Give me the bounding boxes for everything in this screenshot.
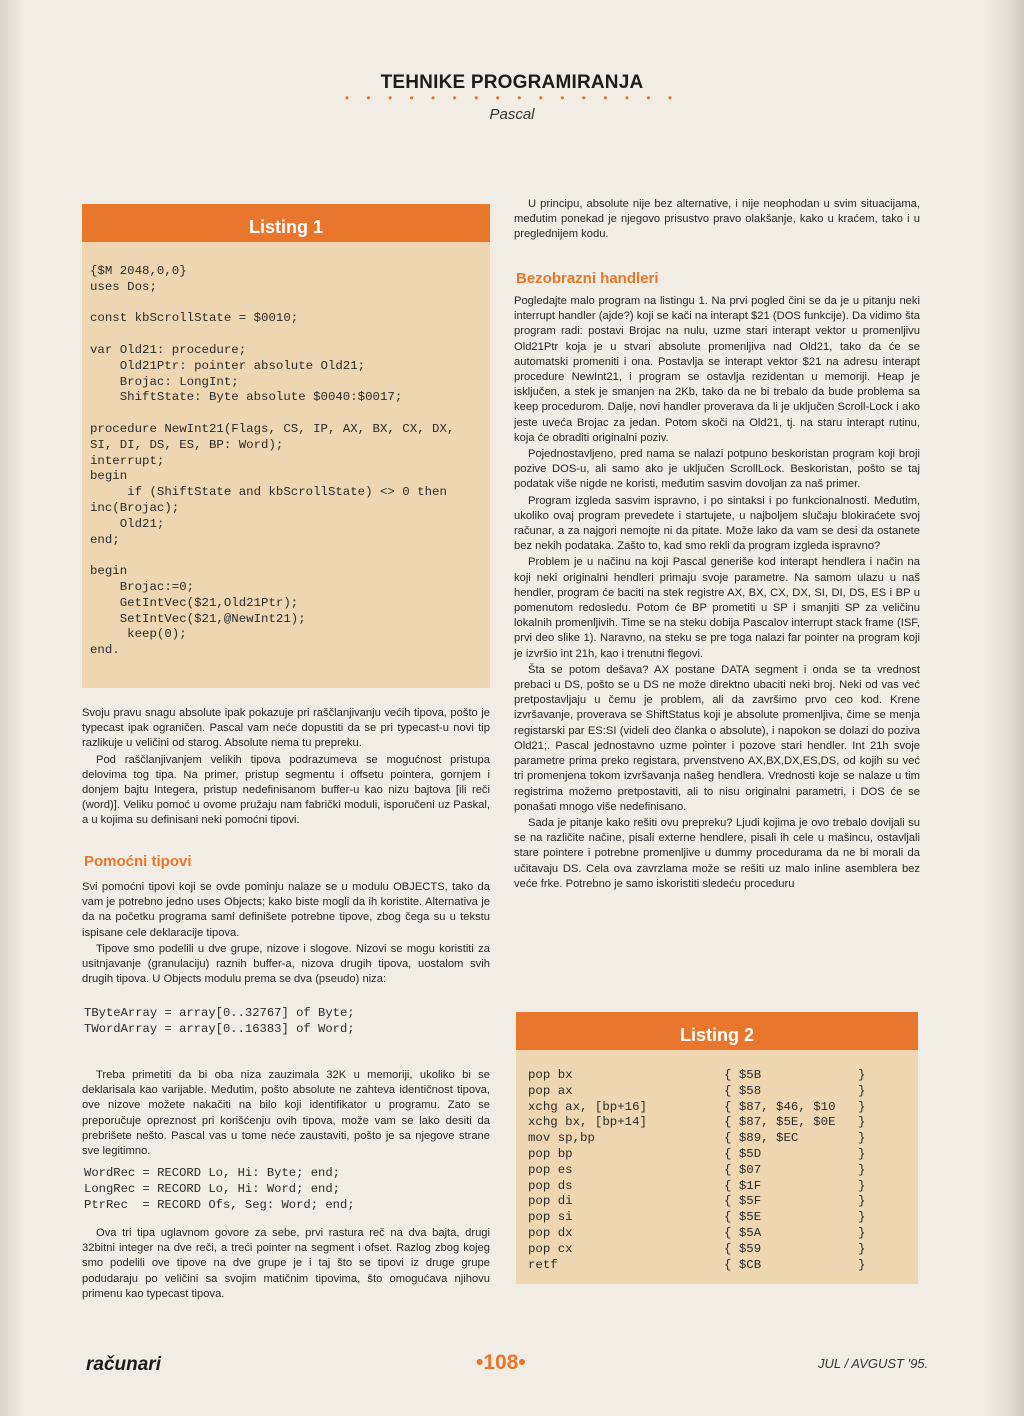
issue-date: JUL / AVGUST '95.	[818, 1356, 929, 1371]
code-line: TByteArray = array[0..32767] of Byte;	[84, 1006, 355, 1020]
right-column-top	[514, 197, 920, 244]
asm-instruction: pop bp	[528, 1147, 573, 1161]
heading-bezobrazni-handleri: Bezobrazni handleri	[516, 270, 659, 287]
asm-bytes: { $87, $5E, $0E	[724, 1115, 836, 1130]
asm-instruction: xchg ax, [bp+16]	[528, 1099, 647, 1114]
asm-bytes: { $5B	[724, 1068, 762, 1082]
section-subtitle: Pascal	[489, 106, 535, 123]
code-line: PtrRec = RECORD Ofs, Seg: Word; end;	[84, 1197, 355, 1212]
code-line: LongRec = RECORD Lo, Hi: Word; end;	[84, 1181, 340, 1196]
asm-instruction: pop ax	[528, 1083, 573, 1098]
code-line: procedure NewInt21(Flags, CS, IP, AX, BX, CX, DX,	[90, 421, 455, 436]
code-line: WordRec = RECORD Lo, Hi: Byte; end;	[84, 1166, 340, 1180]
paragraph: Pod raščlanjivanjem velikih tipova podrazumeva se mogućnost pristupa delovima tog tipa. Na primer, pristup segmentu i offsetu pointera, gornjem i donjem bajtu Integera, pristup nedefinisanom buffer-u kao nizu bajtova [ili reči (word)]. Veliku pomoć u ovome pružaju nam fabrički moduli, isporučeni uz Paskal, a u kojima su definisani neki pomoćni tipovi.	[82, 753, 490, 827]
code-line	[90, 327, 490, 343]
paragraph: Pogledajte malo program na listingu 1. Na prvi pogled čini se da je u pitanju neki interrupt handler (ajde?) koji se kači na interapt $21 (DOS funkcije). Da vidimo šta program radi: postavi Brojac na nulu, uzme stari interapt vektor u promenljivu Old21Ptr koja je u stvari absolute promenljiva nad Old21, tako da će se automatski promeniti i ona. Postavlja se interapt vektor $21 na adresu interapt procedure NewInt21, i program se ostavlja rezidentan u memoriji. Heap je isključen, a stek je smanjen na 2Kb, tako da ne bi trebalo da bude problema sa keep procedurom. Dalje, novi handler proverava da li je uključen Scroll-Lock i ako jeste uveća Brojac za jedan. Potom skoči na Old21, tj. na staru interapt rutinu, koja će obraditi originalni poziv.	[514, 295, 920, 444]
asm-brace: }	[858, 1131, 866, 1146]
code-line: keep(0);	[90, 627, 187, 642]
code-line: TWordArray = array[0..16383] of Word;	[84, 1021, 355, 1036]
right-column-body	[514, 294, 920, 893]
paragraph: Pojednostavljeno, pred nama se nalazi potpuno beskoristan program koji broji pozive DOS-u, ali samo ako je uključen ScrollLock. Beskoristan, pošto se taj podatak više nigde ne koristi, međutim sasvim dovoljan za naš primer.	[514, 448, 920, 491]
code-line: Old21Ptr: pointer absolute Old21;	[90, 358, 366, 373]
listing-1	[82, 204, 490, 688]
asm-instruction: retf	[528, 1257, 558, 1272]
asm-brace: }	[858, 1068, 866, 1082]
code-snippet-records	[84, 1166, 355, 1213]
code-line: end;	[90, 532, 120, 547]
title-dots: • • • • • • • • • • • • • • • •	[344, 91, 680, 105]
listing-2	[516, 1012, 918, 1284]
listing-2-title: Listing 2	[516, 1012, 918, 1050]
paragraph: Problem je u načinu na koji Pascal generiše kod interapt hendlera i način na koji neki originalni hendleri primaju svoje parametre. Na samom ulazu u naš hendler, program će baciti na stek registre AX, BX, CX, DX, SI, DI, DS, ES i BP u pomenutom redosledu. Potom će BP prometiti u SP i smanjiti SP za veličinu lokalnih promenljivih. Time se na steku dobija Pascalov interrupt stack frame (ISF, prvi deo slike 1). Naravno, na steku se pre toga nalazi far pointer na program koji je izvršio int 21h, kao i trenutni flegovi.	[514, 556, 920, 660]
left-column-lower	[82, 1068, 490, 1160]
asm-bytes: { $5D	[724, 1147, 762, 1161]
code-line: uses Dos;	[90, 279, 157, 294]
code-line: interrupt;	[90, 453, 165, 468]
asm-bytes: { $07	[724, 1162, 762, 1177]
paragraph: Svoju pravu snagu absolute ipak pokazuje pri raščlanjivanju većih tipova, pošto je typecast ipak ograničen. Pascal vam neće dopustiti da se pri typecast-u novi tip razlikuje u veličini od starog. Absolute nema tu prepreku.	[82, 707, 490, 750]
asm-brace: }	[858, 1226, 866, 1240]
asm-bytes: { $89, $EC	[724, 1131, 799, 1146]
asm-instruction: mov sp,bp	[528, 1131, 595, 1146]
paragraph: U principu, absolute nije bez alternative, i nije neophodan u svim situacijama, međutim ponekad je njegovo prisustvo pravo olakšanje, kako u kraćem, tako i u preglednijem kodu.	[514, 198, 920, 241]
code-line: Old21;	[90, 516, 165, 531]
asm-brace: }	[858, 1194, 866, 1209]
asm-bytes: { $59	[724, 1241, 762, 1256]
code-line: Brojac: LongInt;	[90, 374, 239, 389]
heading-pomocni-tipovi: Pomoćni tipovi	[84, 853, 192, 870]
code-line: inc(Brojac);	[90, 500, 180, 515]
code-line: {$M 2048,0,0}	[90, 264, 187, 278]
left-column-mid	[82, 880, 490, 988]
asm-instruction: pop cx	[528, 1241, 573, 1256]
code-line: begin	[90, 564, 128, 579]
asm-brace: }	[858, 1210, 866, 1225]
asm-instruction: pop es	[528, 1162, 573, 1177]
code-snippet-arrays	[84, 1006, 355, 1038]
paragraph: Šta se potom dešava? AX postane DATA segment i onda se ta vrednost prebaci u DS, pošto se u DS ne može direktno ubaciti neki broj. Neki od vas već pretpostavljaju u čemu je problem, ali da završimo prvo ceo kod. Krene izvršavanje, proverava se ShiftStatus koji je absolute promenljiva, čime se menja registarski par ES:SI (videli deo članka o absolute), i napokon se dolazi do poziva Old21;. Pascal jednostavno uzme pointer i pozove stari hendler. Int 21h svoje parametre prima preko registara, prvenstveno AX,BX,DX,ES,DS, od kojih su već tri promenjena tokom izvršavanja našeg hendlera. Vrednosti koje se nalaze u tim registrima možemo pretpostaviti, ali to nisu originalni parametri, i DOS će se ponašati mnogo više nedefinisano.	[514, 663, 920, 813]
listing-1-title: Listing 1	[82, 204, 490, 242]
asm-bytes: { $5E	[724, 1210, 762, 1225]
asm-brace: }	[858, 1162, 866, 1177]
code-line: if (ShiftState and kbScrollState) <> 0 then	[90, 485, 447, 500]
section-title: TEHNIKE PROGRAMIRANJA	[380, 72, 644, 93]
paragraph: Program izgleda sasvim ispravno, i po sintaksi i po funkcionalnosti. Međutim, ukoliko ovaj program prevedete i startujete, u najboljem slučaju blokiraćete svoj računar, a za najgori nemojte ni da pitate. Može lako da vam se desi da ostanete bez nekih podataka. Zašto to, kad smo rekli da program izgleda ispravno?	[514, 494, 920, 553]
code-line: SI, DI, DS, ES, BP: Word);	[90, 437, 284, 452]
asm-bytes: { $1F	[724, 1178, 762, 1193]
code-line: end.	[90, 643, 120, 658]
code-line	[90, 548, 490, 564]
page-edge-shadow	[984, 0, 1024, 1416]
code-line: SetIntVec($21,@NewInt21);	[90, 611, 306, 626]
code-line: ShiftState: Byte absolute $0040:$0017;	[90, 390, 403, 405]
binding-gutter	[0, 0, 26, 1416]
asm-instruction: pop si	[528, 1210, 573, 1225]
asm-brace: }	[858, 1178, 866, 1193]
page-header	[0, 72, 1024, 123]
left-column-bottom	[82, 1226, 490, 1303]
asm-brace: }	[858, 1115, 866, 1130]
left-column-top	[82, 706, 490, 830]
paragraph: Tipove smo podelili u dve grupe, nizove i slogove. Nizovi se mogu koristiti za usitnjavanje (granulaciju) raznih buffer-a, nizova drugih tipova, uostalom svih drugih tipova. U Objects modulu prema se dva (pseudo) niza:	[82, 942, 490, 986]
asm-bytes: { $58	[724, 1083, 762, 1098]
asm-brace: }	[858, 1099, 866, 1114]
asm-instruction: pop bx	[528, 1068, 573, 1082]
asm-brace: }	[858, 1257, 866, 1272]
code-line	[90, 296, 490, 312]
magazine-logo: računari	[86, 1354, 161, 1375]
asm-brace: }	[858, 1147, 866, 1161]
asm-instruction: pop dx	[528, 1226, 573, 1240]
asm-instruction: xchg bx, [bp+14]	[528, 1115, 647, 1130]
paragraph: Svi pomoćni tipovi koji se ovde pominju nalaze se u modulu OBJECTS, tako da vam je potrebno jedno uses Objects; kako biste mogli da ih koristite. Alternativa je da na početku programa sami definišete potrebne tipove, zbog čega su u tekstu ispisane cele deklaracije tipova.	[82, 881, 490, 939]
page-number: •108•	[476, 1351, 526, 1374]
asm-bytes: { $5A	[724, 1226, 762, 1240]
asm-bytes: { $87, $46, $10	[724, 1099, 836, 1114]
asm-bytes: { $CB	[724, 1257, 762, 1272]
asm-brace: }	[858, 1241, 866, 1256]
code-line: const kbScrollState = $0010;	[90, 311, 299, 326]
asm-instruction: pop ds	[528, 1178, 573, 1193]
paragraph: Treba primetiti da bi oba niza zauzimala 32K u memoriji, ukoliko bi se deklarisala kao varijable. Međutim, pošto absolute ne zahteva identičnost tipova, ove nizove možete nakačiti na bilo koji identifikator u programu. Zato se preporučuje opreznost pri korišćenju ovih tipova, može vam se lako desiti da prebrišete nešto. Pascal vas u tome neće zaustaviti, pošto je sa njegove strane sve legitimno.	[82, 1069, 490, 1158]
asm-bytes: { $5F	[724, 1194, 762, 1209]
code-line: GetIntVec($21,Old21Ptr);	[90, 595, 299, 610]
code-line	[90, 406, 490, 422]
asm-instruction: pop di	[528, 1194, 573, 1209]
paragraph: Sada je pitanje kako rešiti ovu prepreku? Ljudi kojima je ovo trebalo dovijali su se na različite načine, pisali externe hendlere, pisali ih cele u mašincu, ostavljali stare pointere i potrebne promenljive u dummy procedurama da ne bi morali da učitavaju DS. Cela ova zavrzlama može se rešiti uz malo inline asemblera bez veće frke. Potrebno je samo iskoristiti sledeću proceduru	[514, 816, 920, 890]
asm-brace: }	[858, 1083, 866, 1098]
code-line: begin	[90, 469, 128, 484]
listing-1-code	[82, 242, 490, 659]
paragraph: Ova tri tipa uglavnom govore za sebe, prvi rastura reč na dva bajta, drugi 32bitni integer na dve reči, a treći pointer na segment i ofset. Razlog zbog kojeg smo podelili ove tipove na dve grupe je i taj što se tipovi iz druge grupe podudaraju po veličini sa svojim matičnim tipovima, što omogućava njihovu primenu kao typecast tipova.	[82, 1227, 490, 1300]
code-line: var Old21: procedure;	[90, 342, 247, 357]
code-line: Brojac:=0;	[90, 579, 195, 594]
